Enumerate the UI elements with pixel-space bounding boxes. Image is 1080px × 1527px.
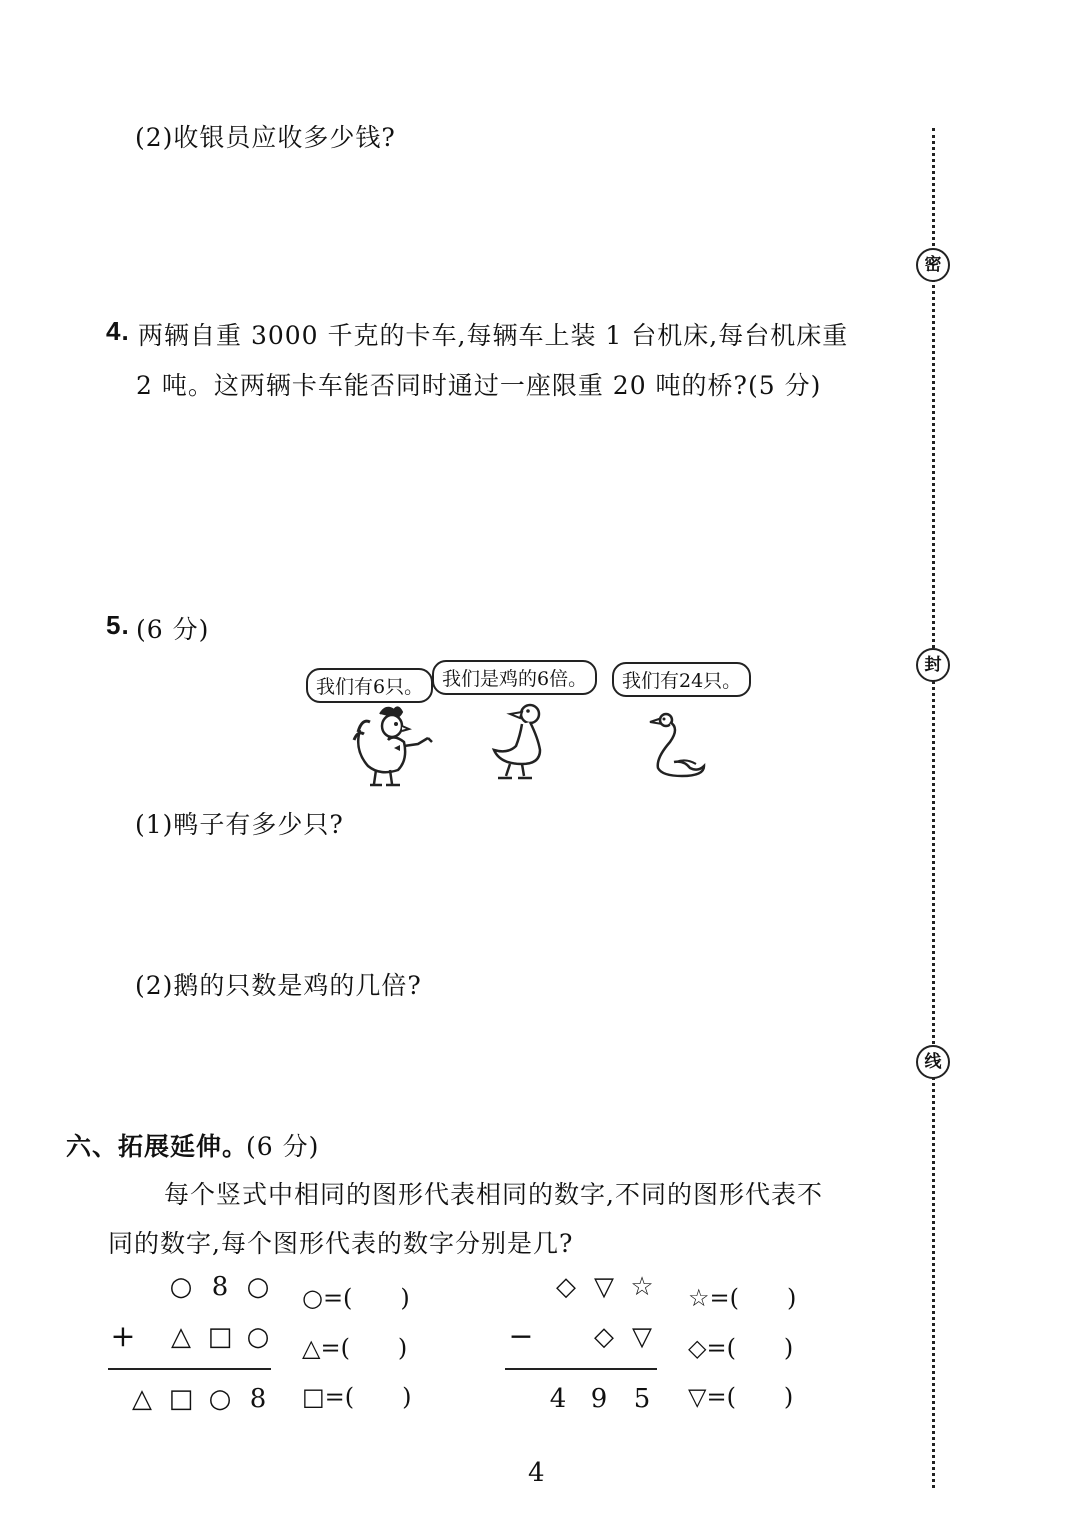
p2-answer-down-triangle[interactable]: ▽=( ) [688,1383,794,1411]
q5-part1: (1)鸭子有多少只? [135,810,344,839]
p2-r1-c1: ◇ [556,1272,576,1302]
q4-line2: 2 吨。这两辆卡车能否同时通过一座限重 20 吨的桥?(5 分) [136,371,822,400]
p2-res-c3: 5 [633,1384,651,1414]
bubble-chicken: 我们有6只。 [306,668,433,703]
p1-res-c2: □ [168,1384,194,1414]
p2-r1-c2: ▽ [594,1272,614,1302]
p1-rule [108,1368,271,1370]
p1-answer-circle[interactable]: ○=( ) [302,1284,410,1312]
seal-feng: 封 [916,648,950,682]
p2-answer-star[interactable]: ☆=( ) [688,1284,797,1312]
duck-illustration [486,700,556,782]
p1-res-c4: 8 [249,1384,267,1414]
q5-score: (6 分) [136,615,210,644]
q4-number: 4. [106,316,130,346]
p2-rule [505,1368,657,1370]
p2-answer-diamond[interactable]: ◇=( ) [688,1334,794,1362]
binding-dotted-line [932,128,935,1488]
section6-title: 六、拓展延伸。 [66,1132,249,1161]
p1-r2-c1: △ [171,1322,191,1352]
page-number: 4 [528,1458,545,1488]
seal-mi: 密 [916,248,950,282]
p1-r1-c2: 8 [211,1272,229,1302]
p1-operator: + [110,1319,136,1354]
bubble-goose: 我们有24只。 [612,662,751,697]
bubble-duck: 我们是鸡的6倍。 [432,660,597,695]
p2-res-c1: 4 [549,1384,567,1414]
p2-r1-c3: ☆ [630,1272,654,1302]
goose-illustration [644,710,708,782]
p1-answer-triangle[interactable]: △=( ) [302,1334,408,1362]
q3-part2: (2)收银员应收多少钱? [135,123,396,152]
p1-r2-c3: ○ [246,1322,270,1352]
p1-r1-c3: ○ [246,1272,270,1302]
rooster-illustration [350,700,440,790]
p2-res-c2: 9 [590,1384,608,1414]
p2-r2-c2: ▽ [632,1322,652,1352]
section6-score: (6 分) [246,1132,320,1161]
q4-line1: 两辆自重 3000 千克的卡车,每辆车上装 1 台机床,每台机床重 [138,321,849,350]
section6-desc-line1: 每个竖式中相同的图形代表相同的数字,不同的图形代表不 [164,1180,823,1209]
seal-xian: 线 [916,1045,950,1079]
p1-r2-c2: □ [207,1322,233,1352]
p1-res-c3: ○ [208,1384,232,1414]
section6-desc-line2: 同的数字,每个图形代表的数字分别是几? [108,1229,574,1258]
p1-res-c1: △ [132,1384,152,1414]
p2-operator: − [508,1319,534,1354]
q5-number: 5. [106,610,130,640]
p1-answer-square[interactable]: □=( ) [302,1383,412,1411]
q5-part2: (2)鹅的只数是鸡的几倍? [135,971,422,1000]
p1-r1-c1: ○ [169,1272,193,1302]
p2-r2-c1: ◇ [594,1322,614,1352]
